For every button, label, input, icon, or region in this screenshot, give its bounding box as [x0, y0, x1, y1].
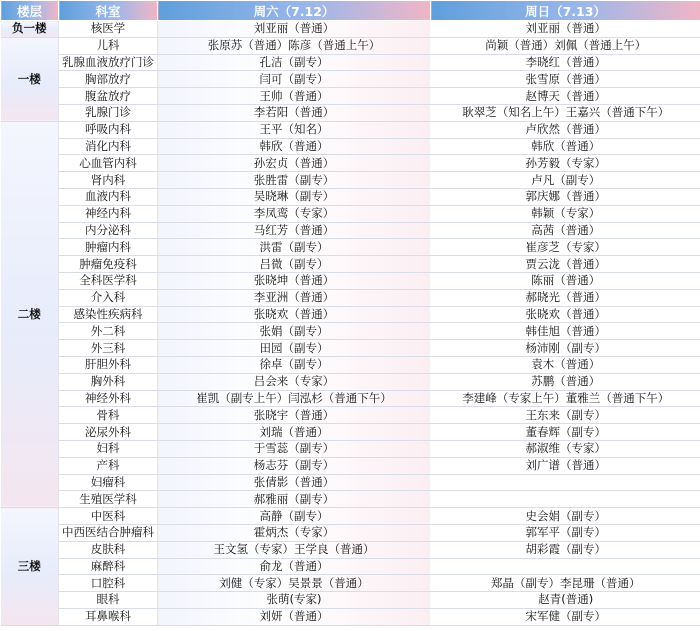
table-row [1, 541, 700, 558]
saturday-doctor-cell: 张晓欢（普通） [158, 306, 431, 323]
table-row [1, 491, 700, 508]
department-cell: 中医科 [59, 508, 158, 525]
department-cell: 肿瘤内科 [59, 239, 158, 256]
header-department: 科室 [59, 1, 158, 21]
sunday-doctor-cell [431, 558, 700, 575]
sunday-doctor-cell: 郝淑维（专家） [431, 440, 700, 457]
sunday-doctor-cell: 耿翠芝（知名上午）王嘉兴（普通下午） [431, 104, 700, 121]
table-row [1, 172, 700, 189]
sunday-doctor-cell: 尚颖（普通）刘佩（普通上午） [431, 37, 700, 54]
header-saturday: 周六（7.12） [158, 1, 431, 21]
saturday-doctor-cell: 张娟（副专） [158, 323, 431, 340]
sunday-doctor-cell [431, 491, 700, 508]
saturday-doctor-cell: 高静（副专） [158, 508, 431, 525]
department-cell: 神经内科 [59, 205, 158, 222]
saturday-doctor-cell: 吕会来（专家） [158, 373, 431, 390]
department-cell: 中西医结合肿瘤科 [59, 524, 158, 541]
department-cell: 乳腺门诊 [59, 104, 158, 121]
sunday-doctor-cell: 韩欣（普通） [431, 138, 700, 155]
sunday-doctor-cell: 宋军健（副专） [431, 608, 700, 625]
department-cell: 口腔科 [59, 575, 158, 592]
department-cell: 胸部放疗 [59, 71, 158, 88]
department-cell: 妇科 [59, 440, 158, 457]
saturday-doctor-cell: 张晓坤（普通） [158, 272, 431, 289]
table-row [1, 222, 700, 239]
table-row [1, 239, 700, 256]
saturday-doctor-cell: 郝雅丽（副专） [158, 491, 431, 508]
department-cell: 骨科 [59, 407, 158, 424]
sunday-doctor-cell: 高茜（普通） [431, 222, 700, 239]
saturday-doctor-cell: 张倩影（普通） [158, 474, 431, 491]
sunday-doctor-cell: 胡彩霞（副专） [431, 541, 700, 558]
department-cell: 儿科 [59, 37, 158, 54]
department-cell: 感染性疾病科 [59, 306, 158, 323]
table-row [1, 524, 700, 541]
saturday-doctor-cell: 杨志芬（副专） [158, 457, 431, 474]
sunday-doctor-cell: 卢欣然（普通） [431, 121, 700, 138]
sunday-doctor-cell: 崔彦芝（专家） [431, 239, 700, 256]
saturday-doctor-cell: 闫可（副专） [158, 71, 431, 88]
saturday-doctor-cell: 吕微（副专） [158, 256, 431, 273]
saturday-doctor-cell: 张原苏（普通）陈彦（普通上午） [158, 37, 431, 54]
saturday-doctor-cell: 王文氢（专家）王学良（普通） [158, 541, 431, 558]
header-sunday: 周日（7.13） [431, 1, 700, 21]
saturday-doctor-cell: 张晓宇（普通） [158, 407, 431, 424]
saturday-doctor-cell: 马红芳（普通） [158, 222, 431, 239]
department-cell: 肿瘤免疫科 [59, 256, 158, 273]
sunday-doctor-cell: 韩佳旭（普通） [431, 323, 700, 340]
sunday-doctor-cell: 张雪原（普通） [431, 71, 700, 88]
saturday-doctor-cell: 刘亚丽（普通） [158, 21, 431, 38]
table-row [1, 21, 700, 38]
sunday-doctor-cell: 张晓欢（普通） [431, 306, 700, 323]
sunday-doctor-cell: 韩颖（专家） [431, 205, 700, 222]
table-row [1, 138, 700, 155]
table-row [1, 457, 700, 474]
department-cell: 产科 [59, 457, 158, 474]
header-floor: 楼层 [1, 1, 59, 21]
table-row [1, 188, 700, 205]
header-row [1, 1, 700, 21]
table-row [1, 155, 700, 172]
table-row [1, 323, 700, 340]
table-row [1, 592, 700, 609]
sunday-doctor-cell: 陈丽（普通） [431, 272, 700, 289]
department-cell: 核医学 [59, 21, 158, 38]
saturday-doctor-cell: 田园（副专） [158, 340, 431, 357]
sunday-doctor-cell [431, 474, 700, 491]
table-row [1, 289, 700, 306]
department-cell: 外二科 [59, 323, 158, 340]
department-cell: 消化内科 [59, 138, 158, 155]
floor-label: 二楼 [1, 121, 59, 507]
department-cell: 皮肤科 [59, 541, 158, 558]
department-cell: 生殖医学科 [59, 491, 158, 508]
sunday-doctor-cell: 贾云泷（普通） [431, 256, 700, 273]
table-row [1, 558, 700, 575]
table-row [1, 474, 700, 491]
sunday-doctor-cell: 赵青(普通) [431, 592, 700, 609]
saturday-doctor-cell: 吴晓琳（副专） [158, 188, 431, 205]
sunday-doctor-cell: 卢凡（副专） [431, 172, 700, 189]
department-cell: 泌尿外科 [59, 424, 158, 441]
department-cell: 全科医学科 [59, 272, 158, 289]
saturday-doctor-cell: 李凤鸾（专家） [158, 205, 431, 222]
table-row [1, 121, 700, 138]
table-row [1, 407, 700, 424]
department-cell: 耳鼻喉科 [59, 608, 158, 625]
department-cell: 心血管内科 [59, 155, 158, 172]
saturday-doctor-cell: 韩欣（普通） [158, 138, 431, 155]
saturday-doctor-cell: 孔洁（副专） [158, 54, 431, 71]
department-cell: 内分泌科 [59, 222, 158, 239]
schedule-body [1, 21, 700, 626]
saturday-doctor-cell: 孙宏贞（普通） [158, 155, 431, 172]
saturday-doctor-cell: 李亚洲（普通） [158, 289, 431, 306]
saturday-doctor-cell: 张胜雷（副专） [158, 172, 431, 189]
sunday-doctor-cell: 李晓红（普通） [431, 54, 700, 71]
sunday-doctor-cell: 苏鹏（普通） [431, 373, 700, 390]
sunday-doctor-cell: 杨沛刚（副专） [431, 340, 700, 357]
department-cell: 肝胆外科 [59, 356, 158, 373]
saturday-doctor-cell: 李若阳（普通） [158, 104, 431, 121]
saturday-doctor-cell: 刘健（专家）吴景景（普通） [158, 575, 431, 592]
floor-label: 三楼 [1, 508, 59, 626]
table-row [1, 440, 700, 457]
department-cell: 麻醉科 [59, 558, 158, 575]
saturday-doctor-cell: 王平（知名） [158, 121, 431, 138]
floor-label: 负一楼 [1, 21, 59, 38]
sunday-doctor-cell: 郝晓光（普通） [431, 289, 700, 306]
department-cell: 血液内科 [59, 188, 158, 205]
table-row [1, 306, 700, 323]
table-row [1, 54, 700, 71]
sunday-doctor-cell: 王东来（副专） [431, 407, 700, 424]
floor-label: 一楼 [1, 37, 59, 121]
table-row [1, 424, 700, 441]
table-row [1, 373, 700, 390]
saturday-doctor-cell: 徐卓（副专） [158, 356, 431, 373]
department-cell: 眼科 [59, 592, 158, 609]
table-row [1, 608, 700, 625]
table-row [1, 256, 700, 273]
sunday-doctor-cell: 刘亚丽（普通） [431, 21, 700, 38]
department-cell: 乳腺血液放疗门诊 [59, 54, 158, 71]
saturday-doctor-cell: 于雪蕊（副专） [158, 440, 431, 457]
saturday-doctor-cell: 俞龙（普通） [158, 558, 431, 575]
department-cell: 胸外科 [59, 373, 158, 390]
sunday-doctor-cell: 袁木（普通） [431, 356, 700, 373]
department-cell: 外三科 [59, 340, 158, 357]
table-row [1, 390, 700, 407]
table-row [1, 340, 700, 357]
table-row [1, 356, 700, 373]
saturday-doctor-cell: 洪雷（副专） [158, 239, 431, 256]
table-row [1, 88, 700, 105]
sunday-doctor-cell: 史会娟（副专） [431, 508, 700, 525]
saturday-doctor-cell: 刘妍（普通） [158, 608, 431, 625]
sunday-doctor-cell: 郭军平（副专） [431, 524, 700, 541]
department-cell: 神经外科 [59, 390, 158, 407]
saturday-doctor-cell: 刘瑞（普通） [158, 424, 431, 441]
table-row [1, 37, 700, 54]
saturday-doctor-cell: 张萌(专家) [158, 592, 431, 609]
department-cell: 妇瘤科 [59, 474, 158, 491]
sunday-doctor-cell: 刘广谱（普通） [431, 457, 700, 474]
saturday-doctor-cell: 王帅（普通） [158, 88, 431, 105]
sunday-doctor-cell: 董春辉（副专） [431, 424, 700, 441]
table-row [1, 272, 700, 289]
department-cell: 呼吸内科 [59, 121, 158, 138]
department-cell: 腹盆放疗 [59, 88, 158, 105]
table-row [1, 205, 700, 222]
department-cell: 肾内科 [59, 172, 158, 189]
sunday-doctor-cell: 郭庆娜（普通） [431, 188, 700, 205]
table-row [1, 71, 700, 88]
table-row [1, 508, 700, 525]
table-row [1, 104, 700, 121]
saturday-doctor-cell: 霍炳杰（专家） [158, 524, 431, 541]
saturday-doctor-cell: 崔凯（副专上午）闫泓杉（普通下午） [158, 390, 431, 407]
department-cell: 介入科 [59, 289, 158, 306]
table-row [1, 575, 700, 592]
sunday-doctor-cell: 李建峰（专家上午）董雅兰（普通下午） [431, 390, 700, 407]
sunday-doctor-cell: 赵博天（普通） [431, 88, 700, 105]
sunday-doctor-cell: 郑晶（副专）李昆珊（普通） [431, 575, 700, 592]
sunday-doctor-cell: 孙芳毅（专家） [431, 155, 700, 172]
